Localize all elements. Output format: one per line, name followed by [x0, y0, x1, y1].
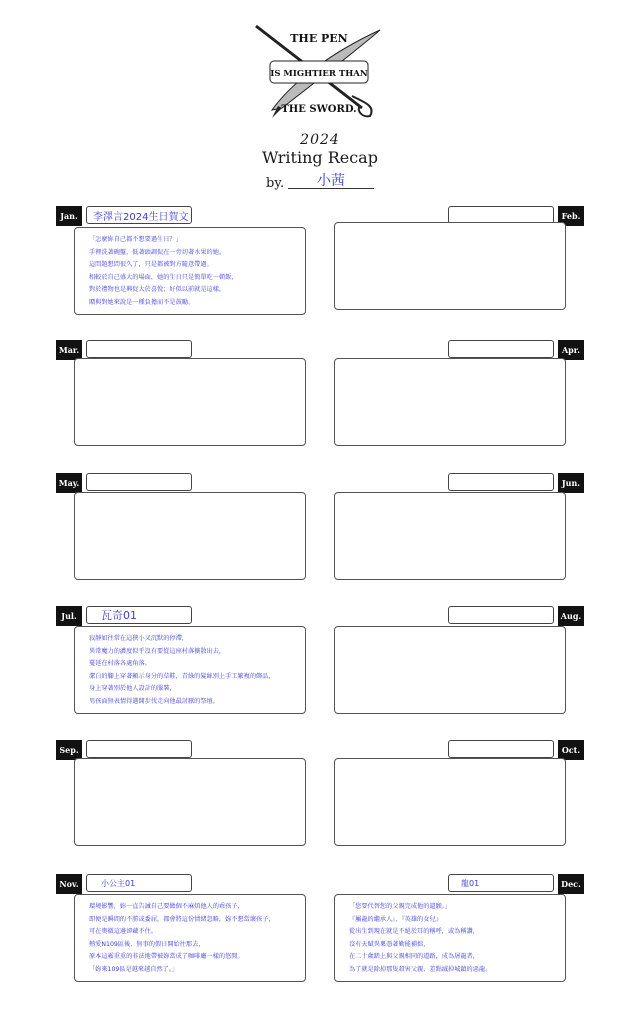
entry-line: 原本這霧重重的非法地帶被妳當成了咖啡廳一樣的悠閒。 [89, 953, 244, 961]
month-tag-apr: Apr. [558, 340, 584, 360]
entry-line: 相較於自己盛大的場面，她的生日只是簡單吃一頓飯， [89, 273, 238, 281]
entry-panel-feb[interactable] [334, 222, 566, 310]
entry-panel-nov[interactable] [74, 894, 306, 982]
entry-title-aug[interactable] [448, 606, 554, 624]
entry-title-jun[interactable] [448, 473, 554, 491]
entry-line: 在二十歲踏上與父親相同的道路，成為屠龍者， [349, 953, 479, 961]
entry-title-nov[interactable]: 小公主01 [86, 874, 192, 892]
entry-panel-apr[interactable] [334, 358, 566, 446]
author-name: 小茜 [288, 170, 374, 189]
entry-line: 這問題想問很久了，只是都被對方隨意帶過。 [89, 261, 213, 269]
month-tag-aug: Aug. [558, 606, 584, 626]
recap-year: 2024 [300, 132, 340, 148]
entry-line: 對於禮物也是興促大於喜悅；好似以前就是這樣， [89, 286, 226, 294]
month-tag-feb: Feb. [558, 206, 584, 226]
logo-text-bottom: THE SWORD. [281, 104, 357, 115]
entry-panel-sep[interactable] [74, 758, 306, 846]
entry-title-jan[interactable]: 李澤言2024生日賀文 [86, 206, 192, 224]
pen-sword-emblem [252, 22, 386, 120]
page-title: Writing Recap [262, 148, 378, 167]
entry-panel-aug[interactable] [334, 626, 566, 714]
entry-line: 即便是瞬間的不勝或委屈，都會將這份情緒忽略，妳不想當壞孩子， [89, 915, 275, 923]
entry-panel-oct[interactable] [334, 758, 566, 846]
entry-panel-may[interactable] [74, 492, 306, 580]
entry-line: 潔白的腳上穿著顯示身分的草鞋，青綠的髮絲別上手工繁複的飾品， [89, 672, 275, 680]
entry-line: 「妳來109區是越來越自然了。」 [89, 965, 179, 973]
entry-line: 手裡洗著碗盤，低著頭調侃在一旁切著水果的她。 [89, 248, 226, 256]
entry-line: 為了就是除掉那隻殺害父親、差點滅掉城鎮的惡龍。 [349, 965, 492, 973]
entry-line: 異常魔力的濃度似乎沒有要從這座村落擴散出去， [89, 647, 226, 655]
entry-title-jul[interactable]: 瓦奇01 [86, 606, 192, 624]
entry-line: 身上穿著別於他人設計的服裝， [89, 685, 176, 693]
entry-panel-jan[interactable] [74, 227, 306, 315]
entry-line: 男孩面無表情得邁開步伐走向他最討厭的祭壇。 [89, 697, 219, 705]
month-tag-oct: Oct. [558, 740, 584, 760]
entry-title-apr[interactable] [448, 340, 554, 358]
entry-title-may[interactable] [86, 473, 192, 491]
entry-title-sep[interactable] [86, 740, 192, 758]
logo-text-middle: IS MIGHTIER THAN [270, 69, 368, 79]
entry-title-mar[interactable] [86, 340, 192, 358]
entry-line: 環境影響，妳一直告誡自己要做個不麻煩他人的乖孩子， [89, 903, 244, 910]
logo-text-top: THE PEN [290, 32, 348, 45]
entry-line: 寂靜如往常在這狹小又沉默的停滯， [89, 635, 188, 642]
month-tag-mar: Mar. [56, 340, 82, 360]
month-tag-dec: Dec. [558, 874, 584, 894]
month-tag-may: May. [56, 473, 82, 493]
entry-panel-dec[interactable] [334, 894, 566, 982]
month-tag-jan: Jan. [56, 206, 82, 226]
entry-line: 可在奧徹這邊卻藏不住。 [89, 928, 158, 936]
by-label: by. [266, 176, 285, 191]
entry-line: 從出生到現在就是不絕於耳的稱呼，或為稱讚， [349, 928, 479, 936]
entry-line: 熱愛N109區後，無事的假日開始往那去， [89, 940, 205, 948]
entry-line: 贈與對她來說是一種負擔而不是鼓勵。 [89, 298, 195, 306]
month-tag-jun: Jun. [558, 473, 584, 493]
month-tag-nov: Nov. [56, 874, 82, 894]
entry-panel-jun[interactable] [334, 492, 566, 580]
entry-line: 『屬龍的繼承人』、『英雄的女兒』 [349, 915, 442, 923]
month-tag-jul: Jul. [56, 606, 82, 626]
entry-line: 「您要代替您的父親完成他的遺願。」 [349, 903, 452, 910]
entry-title-dec[interactable]: 龍01 [448, 874, 554, 892]
entry-line: 「怎麼妳自己都不想要過生日？」 [89, 236, 182, 243]
entry-title-oct[interactable] [448, 740, 554, 758]
entry-panel-mar[interactable] [74, 358, 306, 446]
month-tag-sep: Sep. [56, 740, 82, 760]
entry-line: 沒有天賦異稟憑著勤能補拙， [349, 940, 430, 948]
entry-line: 蔓延在村落各處角落。 [89, 660, 151, 668]
entry-panel-jul[interactable] [74, 626, 306, 714]
